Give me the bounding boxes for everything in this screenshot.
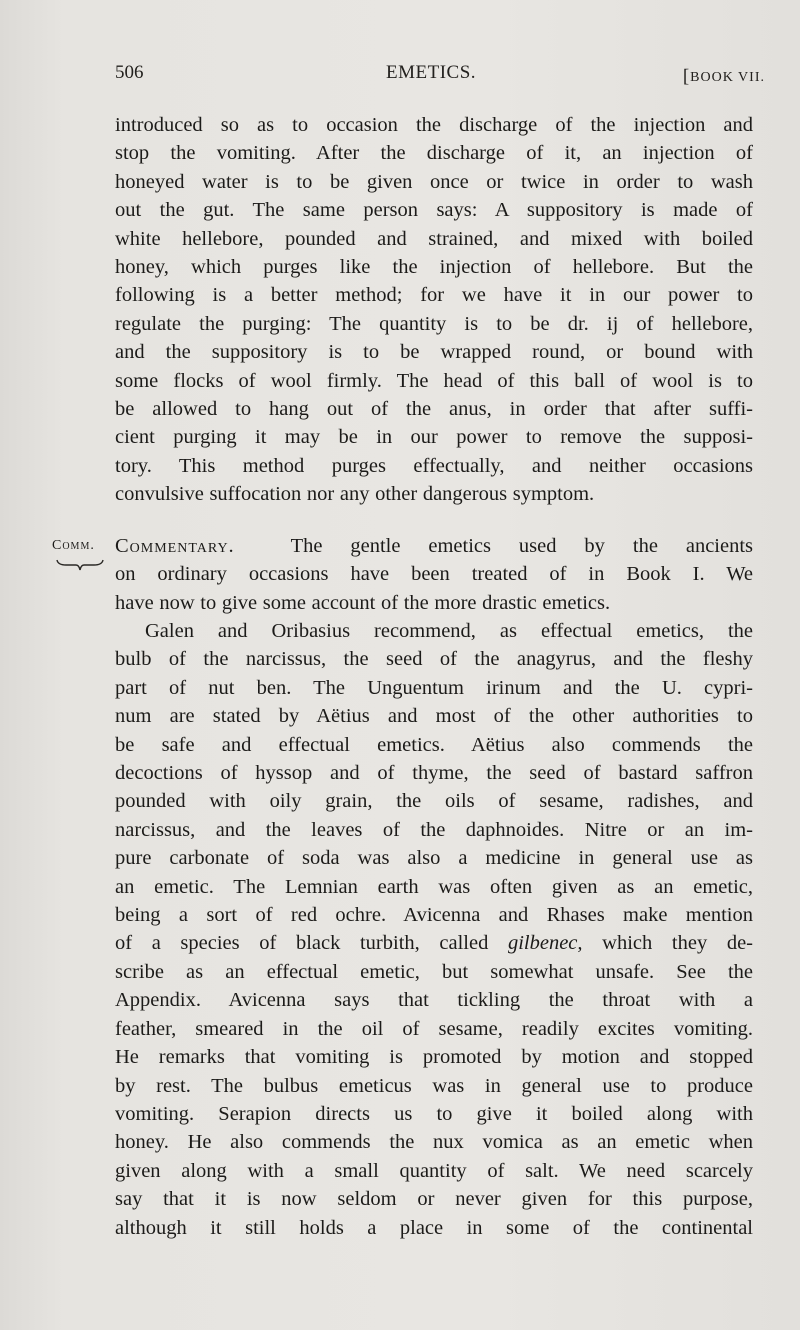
- text-line: say that it is now seldom or never given for this purpose,: [115, 1188, 753, 1211]
- paragraph-commentary-intro: [115, 532, 753, 617]
- text-line: white hellebore, pounded and strained, and mixed with boiled: [115, 227, 753, 250]
- text-line: some flocks of wool firmly. The head of this ball of wool is to: [115, 369, 753, 392]
- text-line: tory. This method purges effectually, and neither occasions: [115, 454, 753, 477]
- text-line: honey. He also commends the nux vomica as an emetic when: [115, 1131, 753, 1154]
- text-line: and the suppository is to be wrapped round, or bound with: [115, 341, 753, 364]
- text-line: honeyed water is to be given once or twice in order to wash: [115, 170, 753, 193]
- text-run: of a species of black turbith, called: [115, 932, 508, 955]
- text-line: decoctions of hyssop and of thyme, the seed of bastard saffron: [115, 762, 753, 785]
- text-line: He remarks that vomiting is promoted by motion and stopped: [115, 1046, 753, 1069]
- running-title: EMETICS.: [386, 62, 477, 83]
- text-line: introduced so as to occasion the discharge of the injection and: [115, 114, 753, 136]
- text-line: vomiting. Serapion directs us to give it boiled along with: [115, 1102, 753, 1125]
- italic-term: gilbenec,: [507, 932, 583, 955]
- text-line: feather, smeared in the oil of sesame, readily excites vomiting.: [115, 1017, 753, 1040]
- text-line: [115, 929, 753, 957]
- text-line: be safe and effectual emetics. Aëtius also commends the: [115, 733, 753, 756]
- text-line: out the gut. The same person says: A suppository is made of: [115, 199, 753, 222]
- text-line: by rest. The bulbus emeticus was in general use to produce: [115, 1074, 753, 1097]
- text-line: being a sort of red ochre. Avicenna and Rhases make mention: [115, 904, 753, 927]
- text-line: stop the vomiting. After the discharge of it, an injection of: [115, 142, 753, 165]
- text-line: Galen and Oribasius recommend, as effectual emetics, the: [145, 620, 753, 642]
- brace-icon: [56, 558, 104, 572]
- margin-note-comm: Comm.: [52, 538, 95, 553]
- text-line: given along with a small quantity of salt. We need scarcely: [115, 1159, 753, 1182]
- text-line: scribe as an effectual emetic, but somewhat unsafe. See the: [115, 960, 753, 983]
- book-reference-text: BOOK VII.: [690, 70, 765, 85]
- bracket-glyph: [: [682, 66, 691, 87]
- text-line: convulsive suffocation nor any other dangerous symptom.: [115, 483, 595, 506]
- text-line: [115, 532, 753, 560]
- text-run: which they de-: [582, 932, 753, 955]
- text-run: The gentle emetics used by the ancients: [290, 535, 753, 557]
- text-line: Appendix. Avicenna says that tickling the throat with a: [115, 989, 753, 1012]
- text-line: narcissus, and the leaves of the daphnoides. Nitre or an im-: [115, 818, 753, 841]
- text-line: on ordinary occasions have been treated of in Book I. We: [115, 563, 753, 586]
- text-line: honey, which purges like the injection of hellebore. But the: [115, 256, 753, 279]
- text-line: num are stated by Aëtius and most of the other authorities to: [115, 705, 753, 728]
- commentary-heading: Commentary.: [115, 535, 235, 557]
- text-line: an emetic. The Lemnian earth was often given as an emetic,: [115, 875, 753, 898]
- page-number: 506: [115, 62, 144, 83]
- text-line: pounded with oily grain, the oils of sesame, radishes, and: [115, 790, 753, 813]
- text-line: pure carbonate of soda was also a medicine in general use as: [115, 847, 753, 870]
- text-line: cient purging it may be in our power to remove the supposi-: [115, 426, 753, 449]
- text-line: have now to give some account of the more drastic emetics.: [115, 591, 611, 614]
- book-reference: [683, 65, 765, 87]
- paragraph-suppository: [115, 111, 753, 509]
- text-line: be allowed to hang out of the anus, in order that after suffi-: [115, 398, 753, 421]
- text-line: regulate the purging: The quantity is to be dr. ij of hellebore,: [115, 312, 753, 335]
- running-header: [115, 62, 765, 92]
- text-line: bulb of the narcissus, the seed of the anagyrus, and the fleshy: [115, 648, 753, 671]
- text-line: following is a better method; for we have it in our power to: [115, 284, 753, 307]
- text-line: part of nut ben. The Unguentum irinum and the U. cypri-: [115, 676, 753, 699]
- text-line: although it still holds a place in some of the continental: [115, 1216, 753, 1239]
- paragraph-drastic-emetics: [115, 617, 753, 1242]
